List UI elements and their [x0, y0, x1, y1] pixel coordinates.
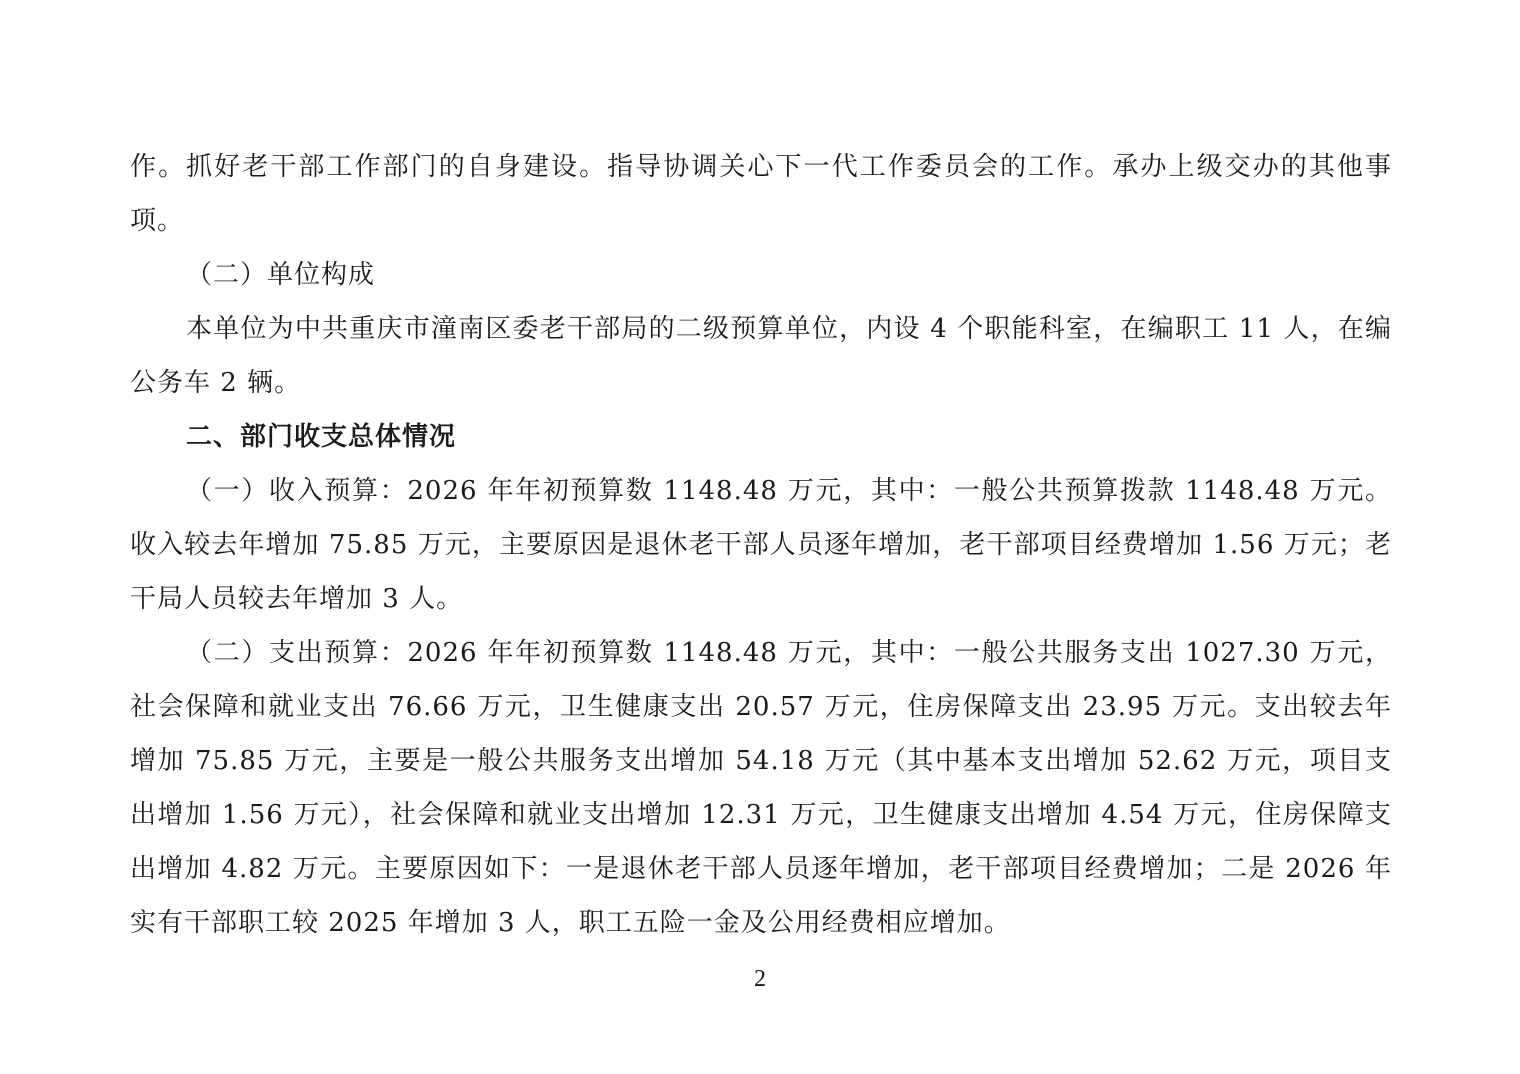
expenditure-budget-text: 2026 年年初预算数 1148.48 万元，其中：一般公共服务支出 1027.30 万元，社会保障和就业支出 76.66 万元，卫生健康支出 20.57 万元，住房保障支出 23.95 万元。支出较去年增加 75.85 万元，主要是一般公共服务支出增加 54.18 万元（其中基本支出增加 52.62 万元，项目支出增加 1.56 万元），社会保障和就业支出增加 12.31 万元，卫生健康支出增加 4.54 万元，住房保障支出增加 4.82 万元。主要原因如下：一是退休老干部人员逐年增加，老干部项目经费增加；二是 2026 年实有干部职工较 2025 年增加 3 人，职工五险一金及公用经费相应增加。: [130, 638, 1392, 938]
page-number: 2: [754, 966, 766, 992]
document-body: [130, 140, 1392, 950]
paragraph-unit-composition: 本单位为中共重庆市潼南区委老干部局的二级预算单位，内设 4 个职能科室，在编职工 11 人，在编公务车 2 辆。: [130, 314, 1392, 398]
section-heading-budget-overview: 二、部门收支总体情况: [186, 422, 457, 452]
paragraph-expenditure-budget: [130, 626, 1392, 950]
income-budget-label: （一）收入预算：: [186, 476, 408, 506]
paragraph-duties-continued: 作。抓好老干部工作部门的自身建设。指导协调关心下一代工作委员会的工作。承办上级交办的其他事项。: [130, 152, 1392, 236]
section-heading-unit-composition: （二）单位构成: [186, 260, 376, 290]
income-budget-text: 2026 年年初预算数 1148.48 万元，其中：一般公共预算拨款 1148.48 万元。收入较去年增加 75.85 万元，主要原因是退休老干部人员逐年增加，老干部项目经费增加 1.56 万元；老干局人员较去年增加 3 人。: [130, 476, 1392, 614]
paragraph-income-budget: [130, 464, 1392, 626]
expenditure-budget-label: （二）支出预算：: [186, 638, 408, 668]
